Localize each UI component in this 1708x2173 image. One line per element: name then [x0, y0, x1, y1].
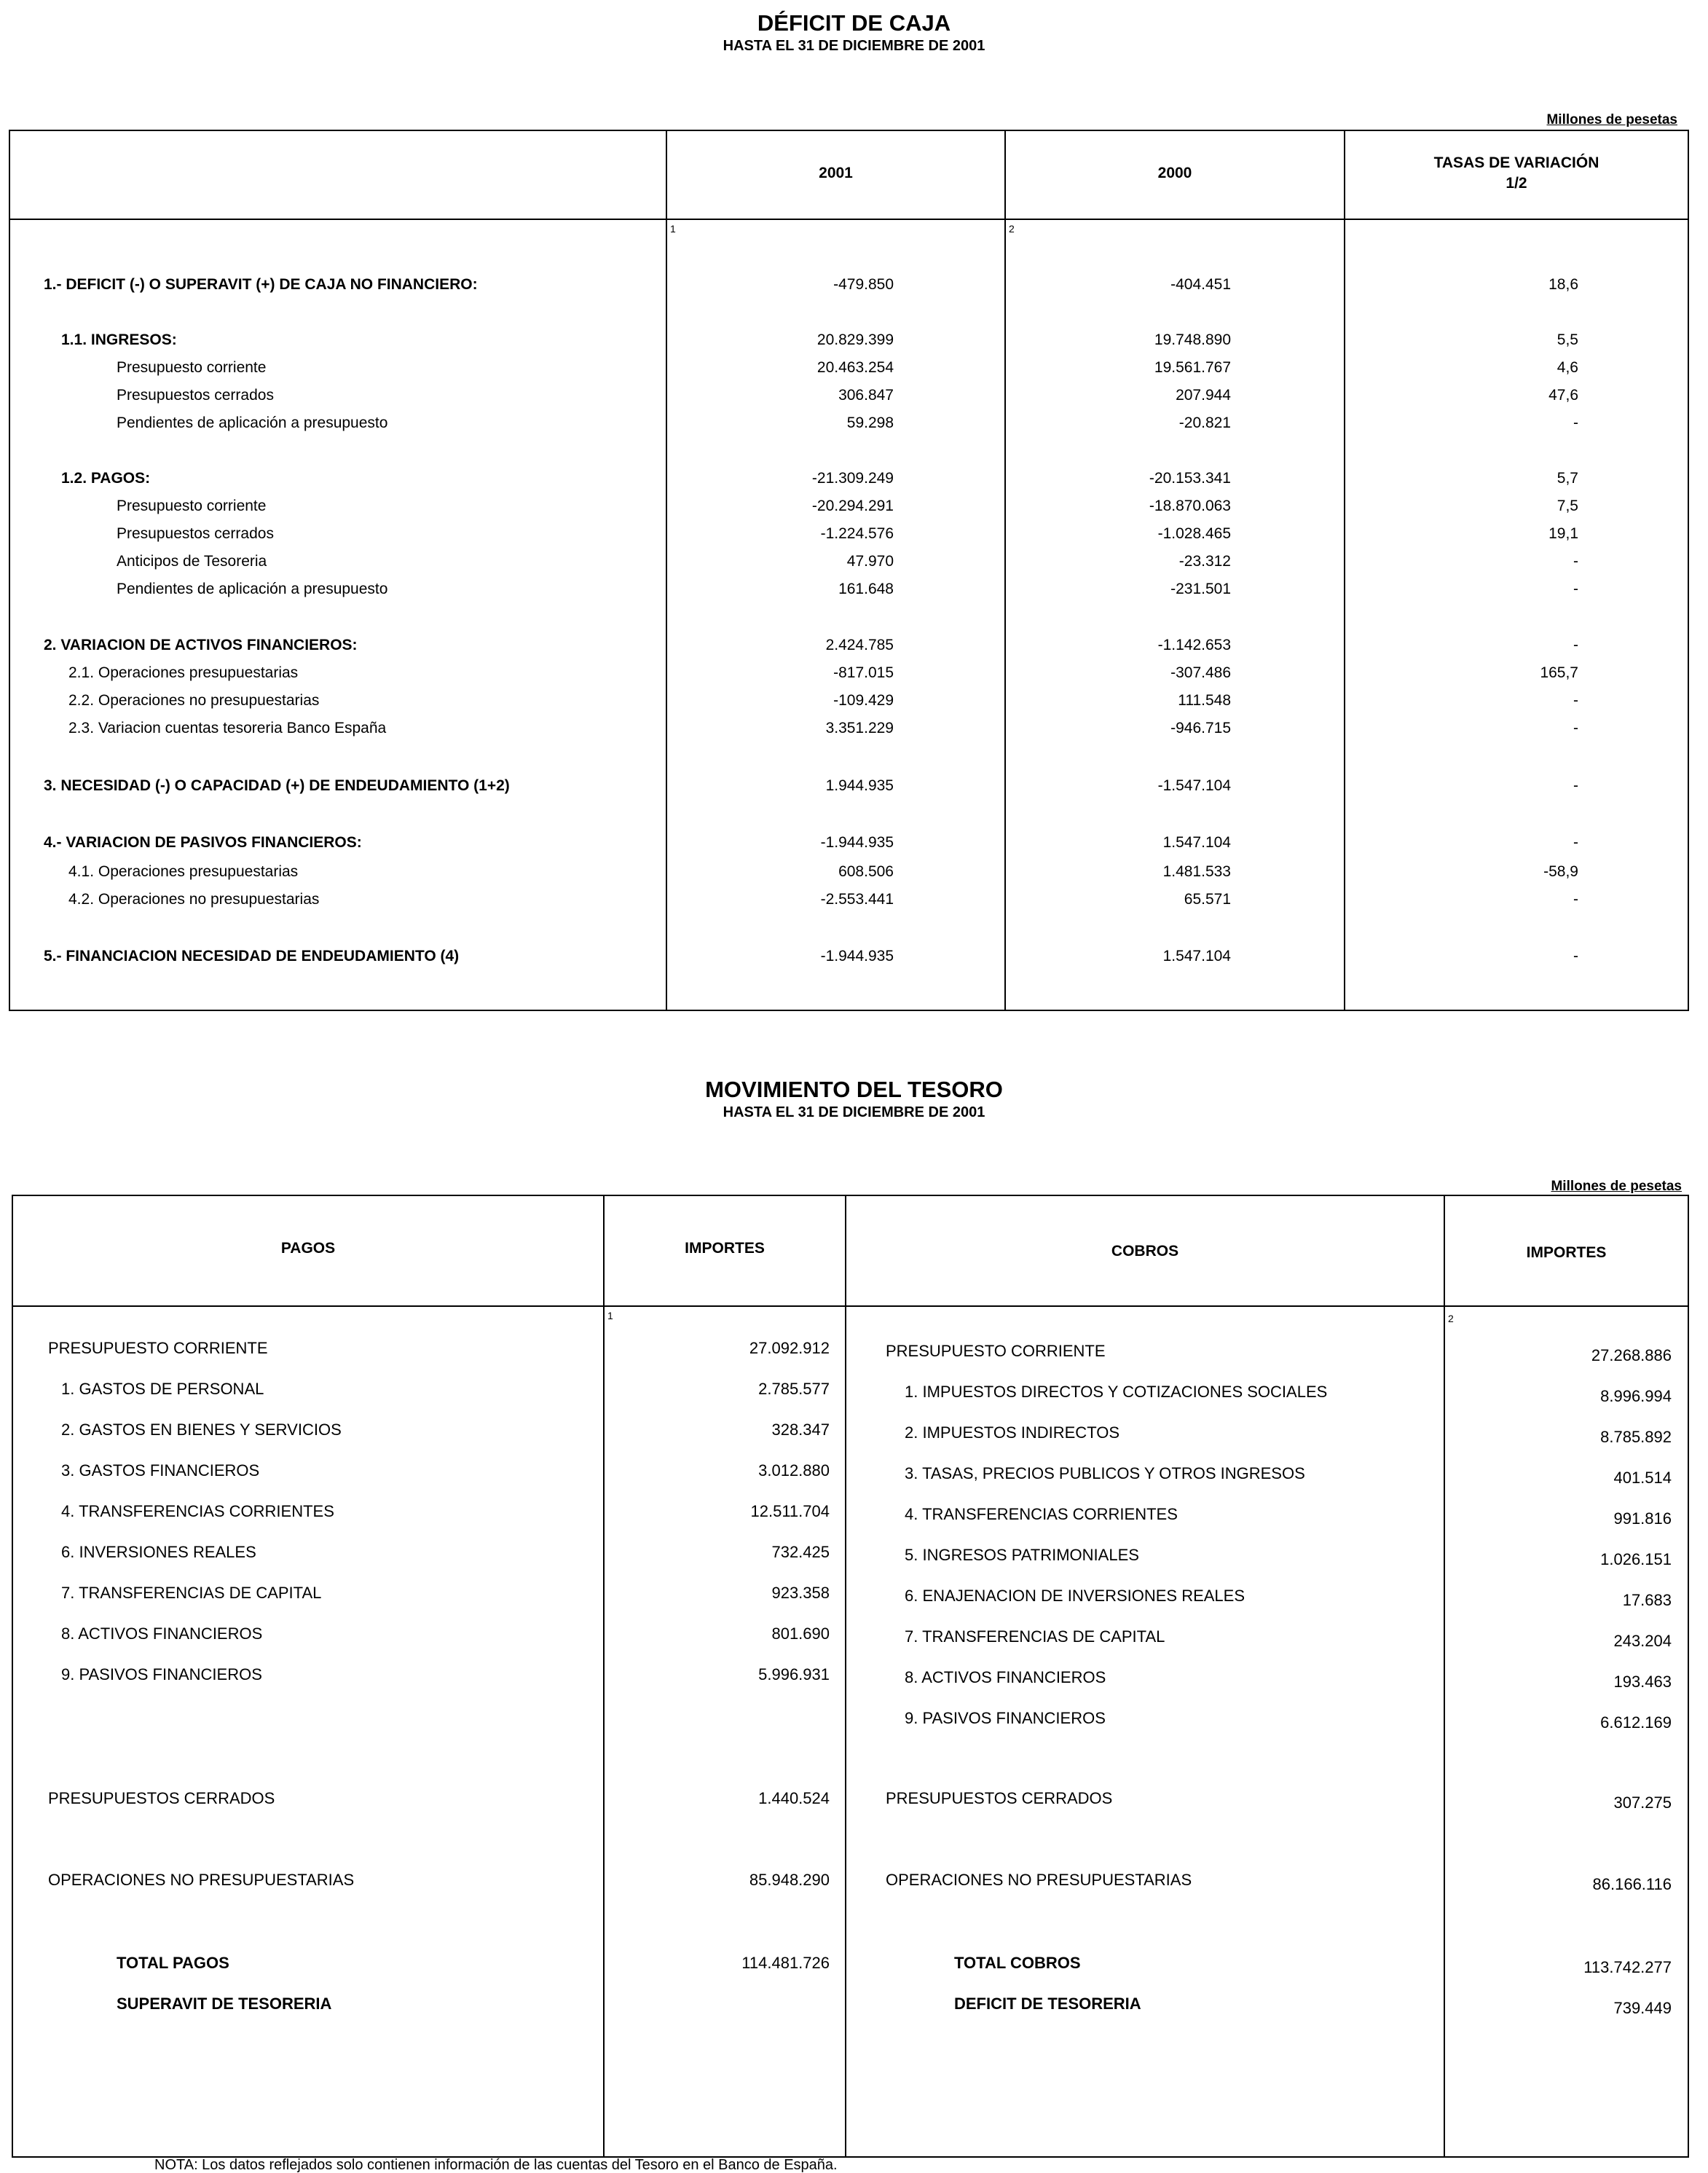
- value-2000: -23.312: [1178, 553, 1231, 570]
- units-label: Millones de pesetas: [1551, 1179, 1682, 1194]
- value-2001: -1.224.576: [820, 525, 894, 542]
- cobros-row: [0, 1340, 1708, 1362]
- pagos-importe: 328.347: [771, 1420, 830, 1439]
- value-2000: -20.821: [1178, 414, 1231, 431]
- value-2000: 207.944: [1176, 387, 1231, 404]
- value-tasa: -: [1573, 581, 1578, 597]
- column-marker: 2: [1009, 223, 1015, 235]
- header-2000: 2000: [1157, 165, 1192, 181]
- header-divider: [9, 219, 1689, 220]
- cobros-row: [0, 1952, 1708, 1974]
- value-tasa: -: [1573, 692, 1578, 709]
- value-2001: 20.463.254: [816, 359, 894, 376]
- table-row: [0, 329, 1708, 351]
- cobros-importe: 8.785.892: [1600, 1428, 1672, 1446]
- cobros-row: [0, 1788, 1708, 1812]
- table-row: [0, 357, 1708, 379]
- cobros-importe: 739.449: [1613, 1999, 1672, 2017]
- pagos-label: 1. GASTOS DE PERSONAL: [61, 1380, 264, 1398]
- cobros-row: [0, 1626, 1708, 1648]
- value-2000: -1.142.653: [1157, 637, 1231, 653]
- pagos-importe: 12.511.704: [750, 1502, 830, 1520]
- value-tasa: 5,5: [1557, 331, 1578, 348]
- table-row: [0, 861, 1708, 883]
- cobros-label: OPERACIONES NO PRESUPUESTARIAS: [886, 1871, 1192, 1889]
- value-2001: 47.970: [846, 553, 894, 570]
- cobros-importe: 17.683: [1622, 1591, 1672, 1609]
- table-row: [0, 495, 1708, 517]
- table-row: [0, 832, 1708, 854]
- table-row: [0, 274, 1708, 296]
- cobros-label: PRESUPUESTO CORRIENTE: [886, 1342, 1106, 1360]
- table-row: [0, 385, 1708, 406]
- row-label: Presupuestos cerrados: [117, 387, 274, 404]
- row-label: 4.2. Operaciones no presupuestarias: [68, 891, 320, 908]
- table-row: [0, 718, 1708, 739]
- row-label: 5.- FINANCIACION NECESIDAD DE ENDEUDAMIENTO (4): [44, 948, 460, 964]
- value-2001: -1.944.935: [820, 834, 894, 851]
- row-label: 2.3. Variacion cuentas tesoreria Banco España: [68, 720, 387, 736]
- value-2001: 161.648: [838, 581, 894, 597]
- table-row: [0, 775, 1708, 797]
- pagos-importe: 1.440.524: [758, 1789, 830, 1807]
- cobros-importe: 193.463: [1613, 1673, 1672, 1691]
- cobros-importe: 27.268.886: [1591, 1346, 1672, 1364]
- cobros-row: [0, 1585, 1708, 1607]
- value-2001: -2.553.441: [820, 891, 894, 908]
- value-tasa: 47,6: [1548, 387, 1578, 404]
- row-label: Presupuesto corriente: [117, 359, 267, 376]
- value-2000: 1.547.104: [1162, 834, 1231, 851]
- row-label: Anticipos de Tesoreria: [117, 553, 267, 570]
- value-tasa: -: [1573, 891, 1578, 908]
- pagos-importe: 2.785.577: [758, 1380, 830, 1398]
- pagos-label: PRESUPUESTO CORRIENTE: [48, 1339, 268, 1357]
- value-2001: -479.850: [833, 276, 894, 293]
- column-marker: 1: [670, 223, 676, 235]
- cobros-label: 7. TRANSFERENCIAS DE CAPITAL: [905, 1627, 1165, 1646]
- row-label: 4.1. Operaciones presupuestarias: [68, 863, 299, 880]
- row-label: 2.1. Operaciones presupuestarias: [68, 664, 299, 681]
- value-2001: -20.294.291: [811, 498, 894, 514]
- value-tasa: 4,6: [1557, 359, 1578, 376]
- cobros-importe: 243.204: [1613, 1632, 1672, 1650]
- table-row: [0, 662, 1708, 684]
- value-2000: 19.748.890: [1154, 331, 1231, 348]
- value-2000: 1.547.104: [1162, 948, 1231, 964]
- value-tasa: -: [1573, 720, 1578, 736]
- value-tasa: 165,7: [1540, 664, 1578, 681]
- cobros-row: [0, 1504, 1708, 1528]
- cobros-row: [0, 1869, 1708, 1891]
- cobros-row: [0, 1381, 1708, 1403]
- pagos-label: TOTAL PAGOS: [117, 1954, 229, 1972]
- pagos-label: SUPERAVIT DE TESORERIA: [117, 1995, 332, 2013]
- row-label: 1.- DEFICIT (-) O SUPERAVIT (+) DE CAJA NO FINANCIERO:: [44, 276, 478, 293]
- cobros-label: 4. TRANSFERENCIAS CORRIENTES: [905, 1505, 1178, 1523]
- value-2000: 1.481.533: [1162, 863, 1231, 880]
- table-row: [0, 946, 1708, 967]
- cobros-label: 3. TASAS, PRECIOS PUBLICOS Y OTROS INGRESOS: [905, 1464, 1305, 1482]
- value-2000: 65.571: [1184, 891, 1231, 908]
- value-2001: -109.429: [833, 692, 894, 709]
- cobros-row: [0, 1463, 1708, 1485]
- header-tasas-sub: 1/2: [1506, 175, 1527, 192]
- pagos-importe: 3.012.880: [758, 1461, 830, 1480]
- header-cobros: COBROS: [1111, 1243, 1179, 1260]
- row-label: Presupuestos cerrados: [117, 525, 274, 542]
- pagos-label: 8. ACTIVOS FINANCIEROS: [61, 1624, 263, 1643]
- pagos-importe: 732.425: [771, 1543, 830, 1561]
- value-2000: -1.547.104: [1157, 777, 1231, 794]
- pagos-label: 9. PASIVOS FINANCIEROS: [61, 1665, 262, 1683]
- row-label: Pendientes de aplicación a presupuesto: [117, 414, 388, 431]
- header-divider: [12, 1305, 1689, 1307]
- pagos-label: 7. TRANSFERENCIAS DE CAPITAL: [61, 1584, 322, 1602]
- value-2001: -1.944.935: [820, 948, 894, 964]
- cobros-label: DEFICIT DE TESORERIA: [954, 1995, 1141, 2013]
- pagos-label: 2. GASTOS EN BIENES Y SERVICIOS: [61, 1420, 342, 1439]
- value-2000: -20.153.341: [1149, 470, 1231, 487]
- cobros-row: [0, 1544, 1708, 1566]
- cobros-row: [0, 1422, 1708, 1444]
- row-label: 2.2. Operaciones no presupuestarias: [68, 692, 320, 709]
- cobros-importe: 1.026.151: [1600, 1550, 1672, 1568]
- column-marker: 1: [607, 1310, 613, 1321]
- value-tasa: -: [1573, 553, 1578, 570]
- value-2001: 20.829.399: [816, 331, 894, 348]
- value-tasa: -58,9: [1543, 863, 1578, 880]
- cobros-importe: 991.816: [1613, 1509, 1672, 1528]
- pagos-importe: 27.092.912: [749, 1339, 830, 1357]
- value-2001: -21.309.249: [811, 470, 894, 487]
- value-2000: -231.501: [1170, 581, 1231, 597]
- movimiento-tesoro-title: MOVIMIENTO DEL TESORO: [705, 1077, 1003, 1102]
- header-importes-pagos: IMPORTES: [685, 1240, 765, 1257]
- pagos-importe: 801.690: [771, 1624, 830, 1643]
- cobros-importe: 8.996.994: [1600, 1387, 1672, 1405]
- cobros-label: 9. PASIVOS FINANCIEROS: [905, 1709, 1106, 1727]
- value-2000: -18.870.063: [1149, 498, 1231, 514]
- row-label: 2. VARIACION DE ACTIVOS FINANCIEROS:: [44, 637, 358, 653]
- value-tasa: -: [1573, 948, 1578, 964]
- cobros-row: [0, 1993, 1708, 2015]
- pagos-importe: 923.358: [771, 1584, 830, 1602]
- value-tasa: -: [1573, 834, 1578, 851]
- value-tasa: -: [1573, 777, 1578, 794]
- cobros-importe: 307.275: [1613, 1793, 1672, 1812]
- row-label: 4.- VARIACION DE PASIVOS FINANCIEROS:: [44, 834, 362, 851]
- value-2001: 59.298: [846, 414, 894, 431]
- value-2001: 1.944.935: [825, 777, 894, 794]
- cobros-row: [0, 1667, 1708, 1689]
- cobros-importe: 401.514: [1613, 1469, 1672, 1487]
- cobros-label: 1. IMPUESTOS DIRECTOS Y COTIZACIONES SOCIALES: [905, 1383, 1328, 1401]
- table-row: [0, 412, 1708, 434]
- value-2000: -307.486: [1170, 664, 1231, 681]
- pagos-importe: 114.481.726: [741, 1954, 830, 1972]
- table-row: [0, 551, 1708, 573]
- pagos-label: 3. GASTOS FINANCIEROS: [61, 1461, 260, 1480]
- cobros-importe: 113.742.277: [1583, 1958, 1672, 1976]
- value-2001: 2.424.785: [825, 637, 894, 653]
- value-2001: -817.015: [833, 664, 894, 681]
- footnote: NOTA: Los datos reflejados solo contienen información de las cuentas del Tesoro en el Banco de España.: [154, 2157, 838, 2173]
- value-tasa: 18,6: [1548, 276, 1578, 293]
- table-row: [0, 523, 1708, 545]
- pagos-importe: 5.996.931: [758, 1665, 830, 1683]
- cobros-label: 6. ENAJENACION DE INVERSIONES REALES: [905, 1587, 1245, 1605]
- value-2000: -1.028.465: [1157, 525, 1231, 542]
- cobros-importe: 86.166.116: [1592, 1875, 1672, 1893]
- header-tasas: TASAS DE VARIACIÓN: [1433, 154, 1599, 171]
- header-pagos: PAGOS: [280, 1240, 336, 1257]
- table-row: [0, 889, 1708, 911]
- cobros-label: 8. ACTIVOS FINANCIEROS: [905, 1668, 1106, 1686]
- pagos-label: OPERACIONES NO PRESUPUESTARIAS: [48, 1871, 355, 1889]
- cobros-label: 5. INGRESOS PATRIMONIALES: [905, 1546, 1139, 1564]
- pagos-label: 6. INVERSIONES REALES: [61, 1543, 256, 1561]
- pagos-importe: 85.948.290: [749, 1871, 830, 1889]
- value-tasa: -: [1573, 414, 1578, 431]
- column-marker: 2: [1448, 1313, 1454, 1324]
- value-tasa: -: [1573, 637, 1578, 653]
- value-2000: -946.715: [1170, 720, 1231, 736]
- cobros-row: [0, 1708, 1708, 1732]
- movimiento-tesoro-subtitle: HASTA EL 31 DE DICIEMBRE DE 2001: [723, 1104, 985, 1120]
- cobros-label: TOTAL COBROS: [954, 1954, 1081, 1972]
- value-tasa: 19,1: [1548, 525, 1578, 542]
- header-importes-cobros: IMPORTES: [1526, 1244, 1607, 1261]
- units-label: Millones de pesetas: [1546, 112, 1677, 127]
- cobros-label: PRESUPUESTOS CERRADOS: [886, 1789, 1113, 1807]
- table-row: [0, 578, 1708, 600]
- table-row: [0, 634, 1708, 656]
- table-row: [0, 468, 1708, 490]
- value-2000: -404.451: [1170, 276, 1231, 293]
- row-label: 1.2. PAGOS:: [61, 470, 151, 487]
- value-2000: 19.561.767: [1154, 359, 1231, 376]
- pagos-label: 4. TRANSFERENCIAS CORRIENTES: [61, 1502, 334, 1520]
- pagos-label: PRESUPUESTOS CERRADOS: [48, 1789, 275, 1807]
- cobros-importe: 6.612.169: [1600, 1713, 1672, 1732]
- row-label: 3. NECESIDAD (-) O CAPACIDAD (+) DE ENDEUDAMIENTO (1+2): [44, 777, 510, 794]
- value-2001: 306.847: [838, 387, 894, 404]
- cobros-label: 2. IMPUESTOS INDIRECTOS: [905, 1423, 1120, 1442]
- value-2001: 3.351.229: [825, 720, 894, 736]
- row-label: Presupuesto corriente: [117, 498, 267, 514]
- value-tasa: 7,5: [1557, 498, 1578, 514]
- value-2001: 608.506: [838, 863, 894, 880]
- row-label: 1.1. INGRESOS:: [61, 331, 177, 348]
- row-label: Pendientes de aplicación a presupuesto: [117, 581, 388, 597]
- header-2001: 2001: [819, 165, 853, 181]
- deficit-caja-title: DÉFICIT DE CAJA: [757, 10, 951, 36]
- value-2000: 111.548: [1178, 692, 1231, 709]
- deficit-caja-subtitle: HASTA EL 31 DE DICIEMBRE DE 2001: [723, 38, 985, 54]
- value-tasa: 5,7: [1557, 470, 1578, 487]
- table-row: [0, 690, 1708, 712]
